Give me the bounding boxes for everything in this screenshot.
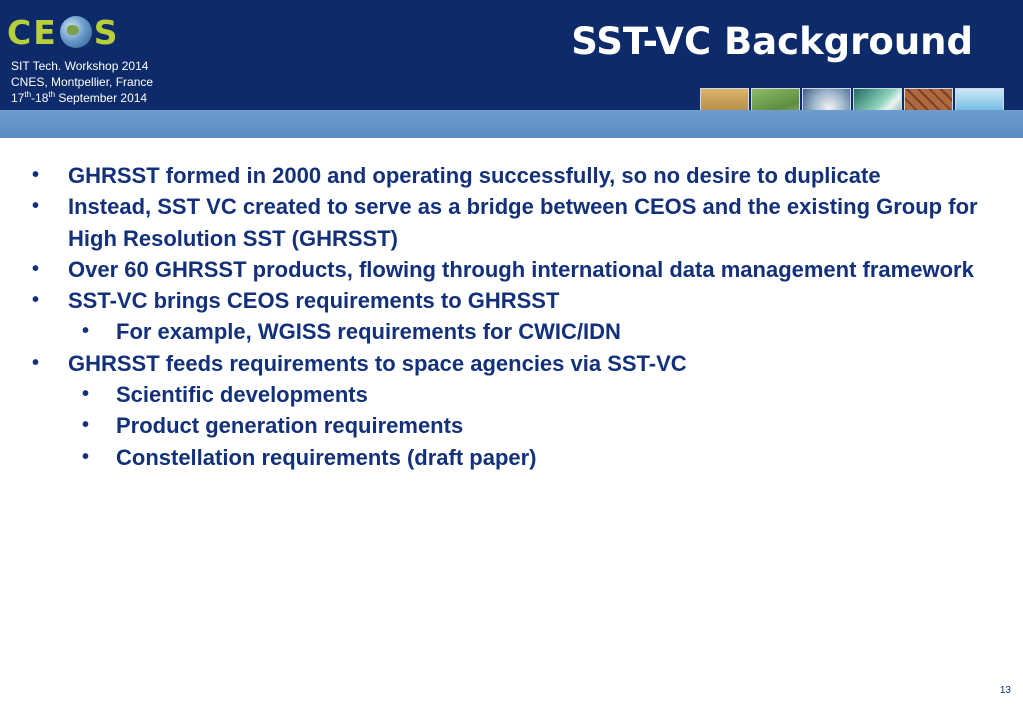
bullet-text: GHRSST formed in 2000 and operating successfully, so no desire to duplicate [68, 163, 881, 188]
header-bar [0, 0, 1023, 110]
globe-icon [60, 16, 92, 48]
page-number: 13 [999, 685, 1011, 696]
bullet-text: GHRSST feeds requirements to space agencies via SST-VC [68, 350, 687, 376]
sub-bullet-item [32, 410, 982, 441]
bullet-list [32, 160, 982, 473]
workshop-date: 17th-18th September 2014 [11, 90, 148, 105]
workshop-name: SIT Tech. Workshop 2014 [11, 59, 149, 73]
bullet-marker: • [32, 351, 40, 374]
bullet-item [32, 254, 982, 285]
slide-title: SST-VC Background [571, 20, 973, 63]
bullet-item [32, 160, 982, 191]
ceos-logo [7, 12, 120, 52]
bullet-text: Instead, SST VC created to serve as a bridge between CEOS and the existing Group for High Resolution SST (GHRSST) [68, 194, 978, 251]
sub-bullet-item [32, 379, 982, 410]
bullet-marker: • [32, 289, 40, 312]
logo-text-right: S [93, 12, 120, 52]
workshop-location: CNES, Montpellier, France [11, 75, 154, 89]
bullet-text: Constellation requirements (draft paper) [116, 444, 537, 470]
sub-bullet-item [32, 316, 982, 347]
bullet-marker: • [82, 414, 90, 437]
bullet-marker: • [82, 445, 90, 468]
bullet-item [32, 285, 982, 316]
bullet-text: For example, WGISS requirements for CWIC/IDN [116, 319, 621, 345]
bullet-text: Product generation requirements [116, 413, 464, 439]
header-stripe [0, 110, 1023, 138]
bullet-marker: • [82, 320, 90, 343]
bullet-marker: • [32, 195, 40, 218]
bullet-marker: • [32, 257, 40, 280]
bullet-marker: • [82, 383, 90, 406]
workshop-info [11, 58, 153, 106]
bullet-text: Scientific developments [116, 382, 368, 408]
bullet-marker: • [32, 164, 40, 186]
bullet-item [32, 191, 982, 254]
sub-bullet-item [32, 442, 982, 473]
logo-text-left: CE [7, 12, 58, 52]
bullet-item [32, 348, 982, 379]
bullet-text: Over 60 GHRSST products, flowing through international data management framework [68, 256, 974, 282]
bullet-text: SST-VC brings CEOS requirements to GHRSST [68, 288, 560, 314]
